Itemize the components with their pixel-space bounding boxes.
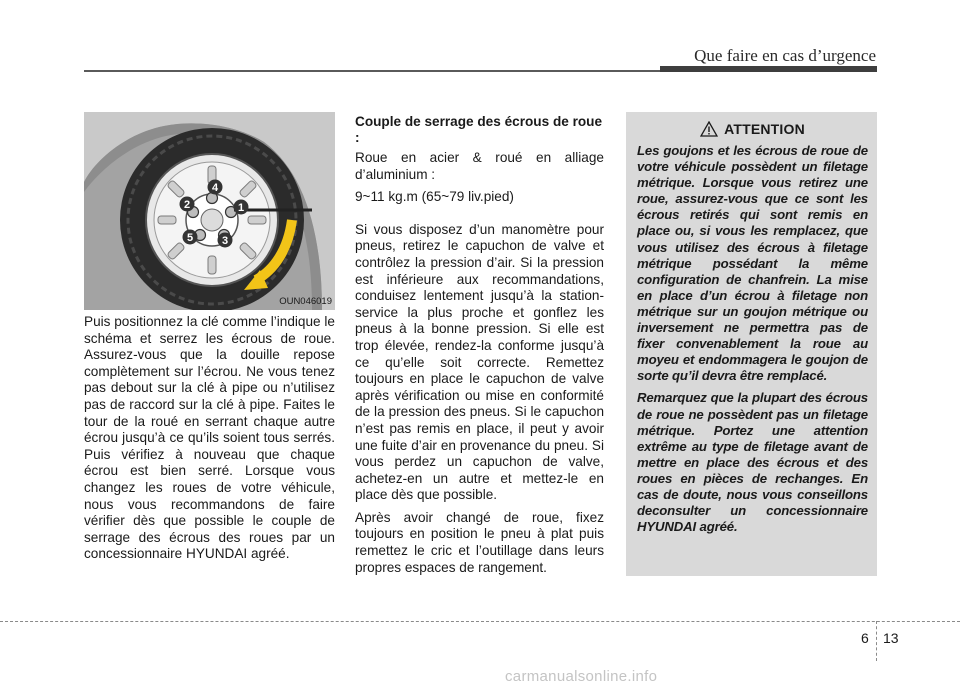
warning-header: [637, 121, 868, 137]
lug-number-3: 3: [221, 235, 229, 247]
lug-number-1: 1: [237, 202, 245, 214]
header-rule-accent: [660, 66, 877, 72]
tightening-instructions: Puis positionnez la clé comme l’indique le schéma et serrez les écrous de roue. Assurez-vous que la douille repose complètement sur l’écrou. Ne vous tenez pas debout sur la clé à pipe ou n’utilisez pas de raccord sur la clé à pipe. Faites le tour de la roué en serrant chaque autre écrou jusqu’à ce qu’ils soient tous serrés. Puis vérifiez à nouveau que chaque écrou est bien serré. Lorsque vous changez les roues de votre véhicule, nous vous recommandons de faire vérifier dès que possible le couple de serrage des écrous des roues par un concessionnaire HYUNDAI agréé.: [84, 314, 335, 562]
lug-number-2: 2: [183, 199, 191, 211]
warning-paragraph-1: Les goujons et les écrous de roue de votre véhicule possèdent un filetage métrique. Lorsque vous retirez une roue, assurez-vous que ce sont les écrous retirés qui sont remis en place ou, si vous les remplacez, que vous utilisez des écrous à filetage métrique possédant la même configuration de chanfrein. La mise en place d’un écrou à filetage non métrique sur un goujon métrique ou inversement ne permettra pas de fixer convenablement la roue au moyeu et endommagera le goujon de sorte qu’il devra être remplacé.: [637, 143, 868, 384]
watermark: carmanualsonline.info: [505, 668, 658, 685]
page-number: 13: [883, 630, 899, 646]
warning-title: ATTENTION: [724, 121, 805, 137]
page-header-title: Que faire en cas d’urgence: [694, 46, 876, 65]
figure-code: OUN046019: [279, 296, 332, 307]
tire-pressure-text: Si vous disposez d’un manomètre pour pneus, retirez le capuchon de valve et contrôlez la pression d’air. Si la pression est inférieure aux recommandations, conduisez lentement jusqu’à la station-service la plus proche et gonflez les pneus à la bonne pression. Si elle est trop élevée, rendez-la conforme jusqu’à ce qu’elle soit correcte. Remettez toujours en place le capuchon de valve après vérification ou mise en conformité de la pression des pneus. Si le capuchon n’est pas remis en place, il peut y avoir une fuite d’air en provenance du pneu. Si vous perdez un capuchon de valve, achetez-en un autre et mettez-le en place dès que possible.: [355, 221, 604, 503]
middle-column: [355, 114, 604, 582]
wheel-type-text: Roue en acier & roué en alliage d’aluminium :: [355, 150, 604, 182]
lug-number-5: 5: [186, 232, 194, 244]
warning-paragraph-2: Remarquez que la plupart des écrous de roue ne possèdent pas un filetage métrique. Portez une attention extrême au type de filetage avant de mettre en place des écrous et des roues en pièces de rechanges. En cas de doute, nous vous conseillons deconsulter un concessionnaire HYUNDAI agréé.: [637, 390, 868, 535]
warning-box: [626, 112, 877, 576]
chapter-number: 6: [861, 630, 869, 646]
storage-text: Après avoir changé de roue, fixez toujours en position le pneu à plat puis remettez le cric et l’outillage dans leurs propres espaces de rangement.: [355, 509, 604, 575]
torque-value: 9~11 kg.m (65~79 liv.pied): [355, 189, 514, 205]
left-column: [84, 314, 335, 563]
footer-rule: [0, 621, 960, 622]
wheel-drawing: [84, 112, 335, 310]
torque-heading: Couple de serrage des écrous de roue :: [355, 114, 603, 145]
spacer: [355, 212, 604, 222]
wheel-illustration: [84, 112, 335, 310]
lug-number-4: 4: [211, 182, 219, 194]
footer-divider: [876, 621, 877, 661]
warning-triangle-icon: [700, 121, 718, 137]
